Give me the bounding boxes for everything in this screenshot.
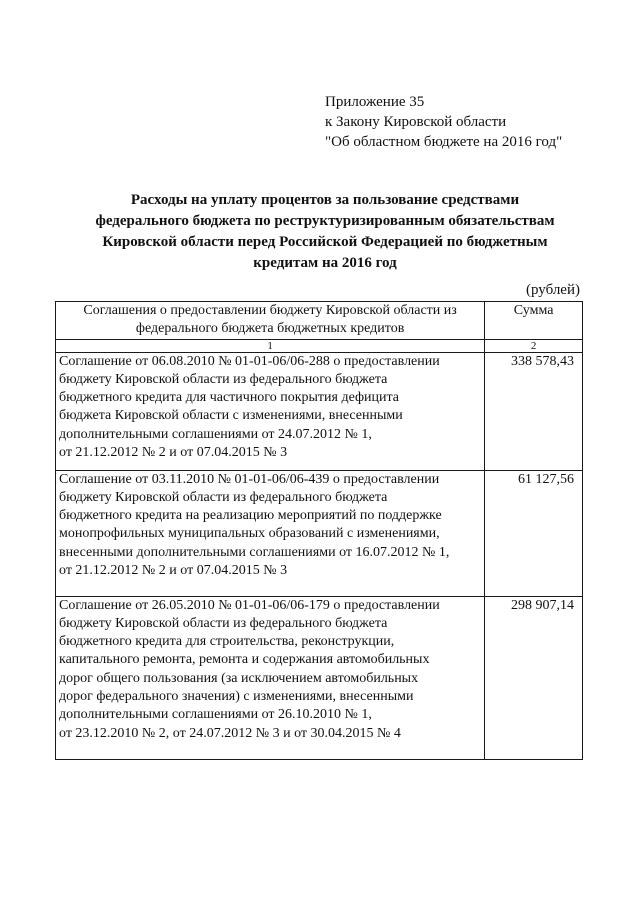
header-description-line: Соглашения о предоставлении бюджету Кировской области из bbox=[83, 303, 457, 318]
agreement-sum: 298 907,14 bbox=[485, 596, 583, 759]
title-line: федерального бюджета по реструктуризированным обязательствам bbox=[95, 213, 555, 229]
table-row bbox=[56, 352, 583, 470]
title-line: Расходы на уплату процентов за пользование средствами bbox=[130, 192, 520, 208]
description-line: внесенными дополнительными соглашениями от 16.07.2012 № 1, bbox=[59, 544, 450, 560]
document-title bbox=[60, 190, 590, 274]
header-description-line: федерального бюджета бюджетных кредитов bbox=[135, 321, 405, 337]
description-line: бюджетного кредита для частичного покрытия дефицита bbox=[59, 390, 400, 406]
appendix-line: Приложение 35 bbox=[325, 94, 425, 110]
description-line: от 21.12.2012 № 2 и от 07.04.2015 № 3 bbox=[59, 445, 288, 461]
description-line: от 23.12.2010 № 2, от 24.07.2012 № 3 и от 30.04.2015 № 4 bbox=[59, 725, 401, 741]
header-description-cell bbox=[56, 302, 485, 340]
table-header-row bbox=[56, 302, 583, 340]
description-line: Соглашение от 06.08.2010 № 01-01-06/06-288 о предоставлении bbox=[59, 353, 440, 369]
unit-label: (рублей) bbox=[525, 282, 580, 298]
expenses-table bbox=[55, 301, 583, 760]
description-line: дорог федерального значения) с изменениями, внесенными bbox=[59, 689, 414, 705]
column-number: 1 bbox=[56, 339, 485, 352]
header-sum-cell: Сумма bbox=[485, 302, 583, 340]
column-number-row bbox=[56, 339, 583, 352]
description-line: от 21.12.2012 № 2 и от 07.04.2015 № 3 bbox=[59, 563, 288, 579]
column-number: 2 bbox=[485, 339, 583, 352]
description-line: дополнительными соглашениями от 24.07.2012 № 1, bbox=[59, 426, 372, 442]
title-line: кредитам на 2016 год bbox=[253, 255, 397, 271]
agreement-sum: 338 578,43 bbox=[485, 352, 583, 470]
appendix-line: к Закону Кировской области bbox=[325, 114, 507, 130]
description-line: дополнительными соглашениями от 26.10.2010 № 1, bbox=[59, 707, 372, 723]
appendix-header bbox=[325, 92, 562, 152]
title-line: Кировской области перед Российской Федерацией по бюджетным bbox=[102, 234, 548, 250]
description-line: бюджету Кировской области из федерального бюджета bbox=[59, 615, 388, 631]
description-line: монопрофильных муниципальных образований с изменениями, bbox=[59, 526, 440, 542]
agreement-description bbox=[56, 352, 485, 470]
description-line: капитального ремонта, ремонта и содержания автомобильных bbox=[59, 652, 430, 668]
table-row bbox=[56, 470, 583, 596]
description-line: Соглашение от 03.11.2010 № 01-01-06/06-439 о предоставлении bbox=[59, 471, 440, 487]
description-line: бюджету Кировской области из федерального бюджета bbox=[59, 489, 388, 505]
agreement-description bbox=[56, 470, 485, 596]
description-line: бюджету Кировской области из федерального бюджета bbox=[59, 371, 388, 387]
description-line: Соглашение от 26.05.2010 № 01-01-06/06-179 о предоставлении bbox=[59, 597, 440, 613]
agreement-description bbox=[56, 596, 485, 759]
description-line: дорог общего пользования (за исключением автомобильных bbox=[59, 670, 419, 686]
description-line: бюджетного кредита на реализацию мероприятий по поддержке bbox=[59, 508, 442, 524]
appendix-line: "Об областном бюджете на 2016 год" bbox=[325, 134, 563, 150]
description-line: бюджета Кировской области с изменениями, внесенными bbox=[59, 408, 403, 424]
table-row bbox=[56, 596, 583, 759]
description-line: бюджетного кредита для строительства, реконструкции, bbox=[59, 634, 395, 650]
agreement-sum: 61 127,56 bbox=[485, 470, 583, 596]
